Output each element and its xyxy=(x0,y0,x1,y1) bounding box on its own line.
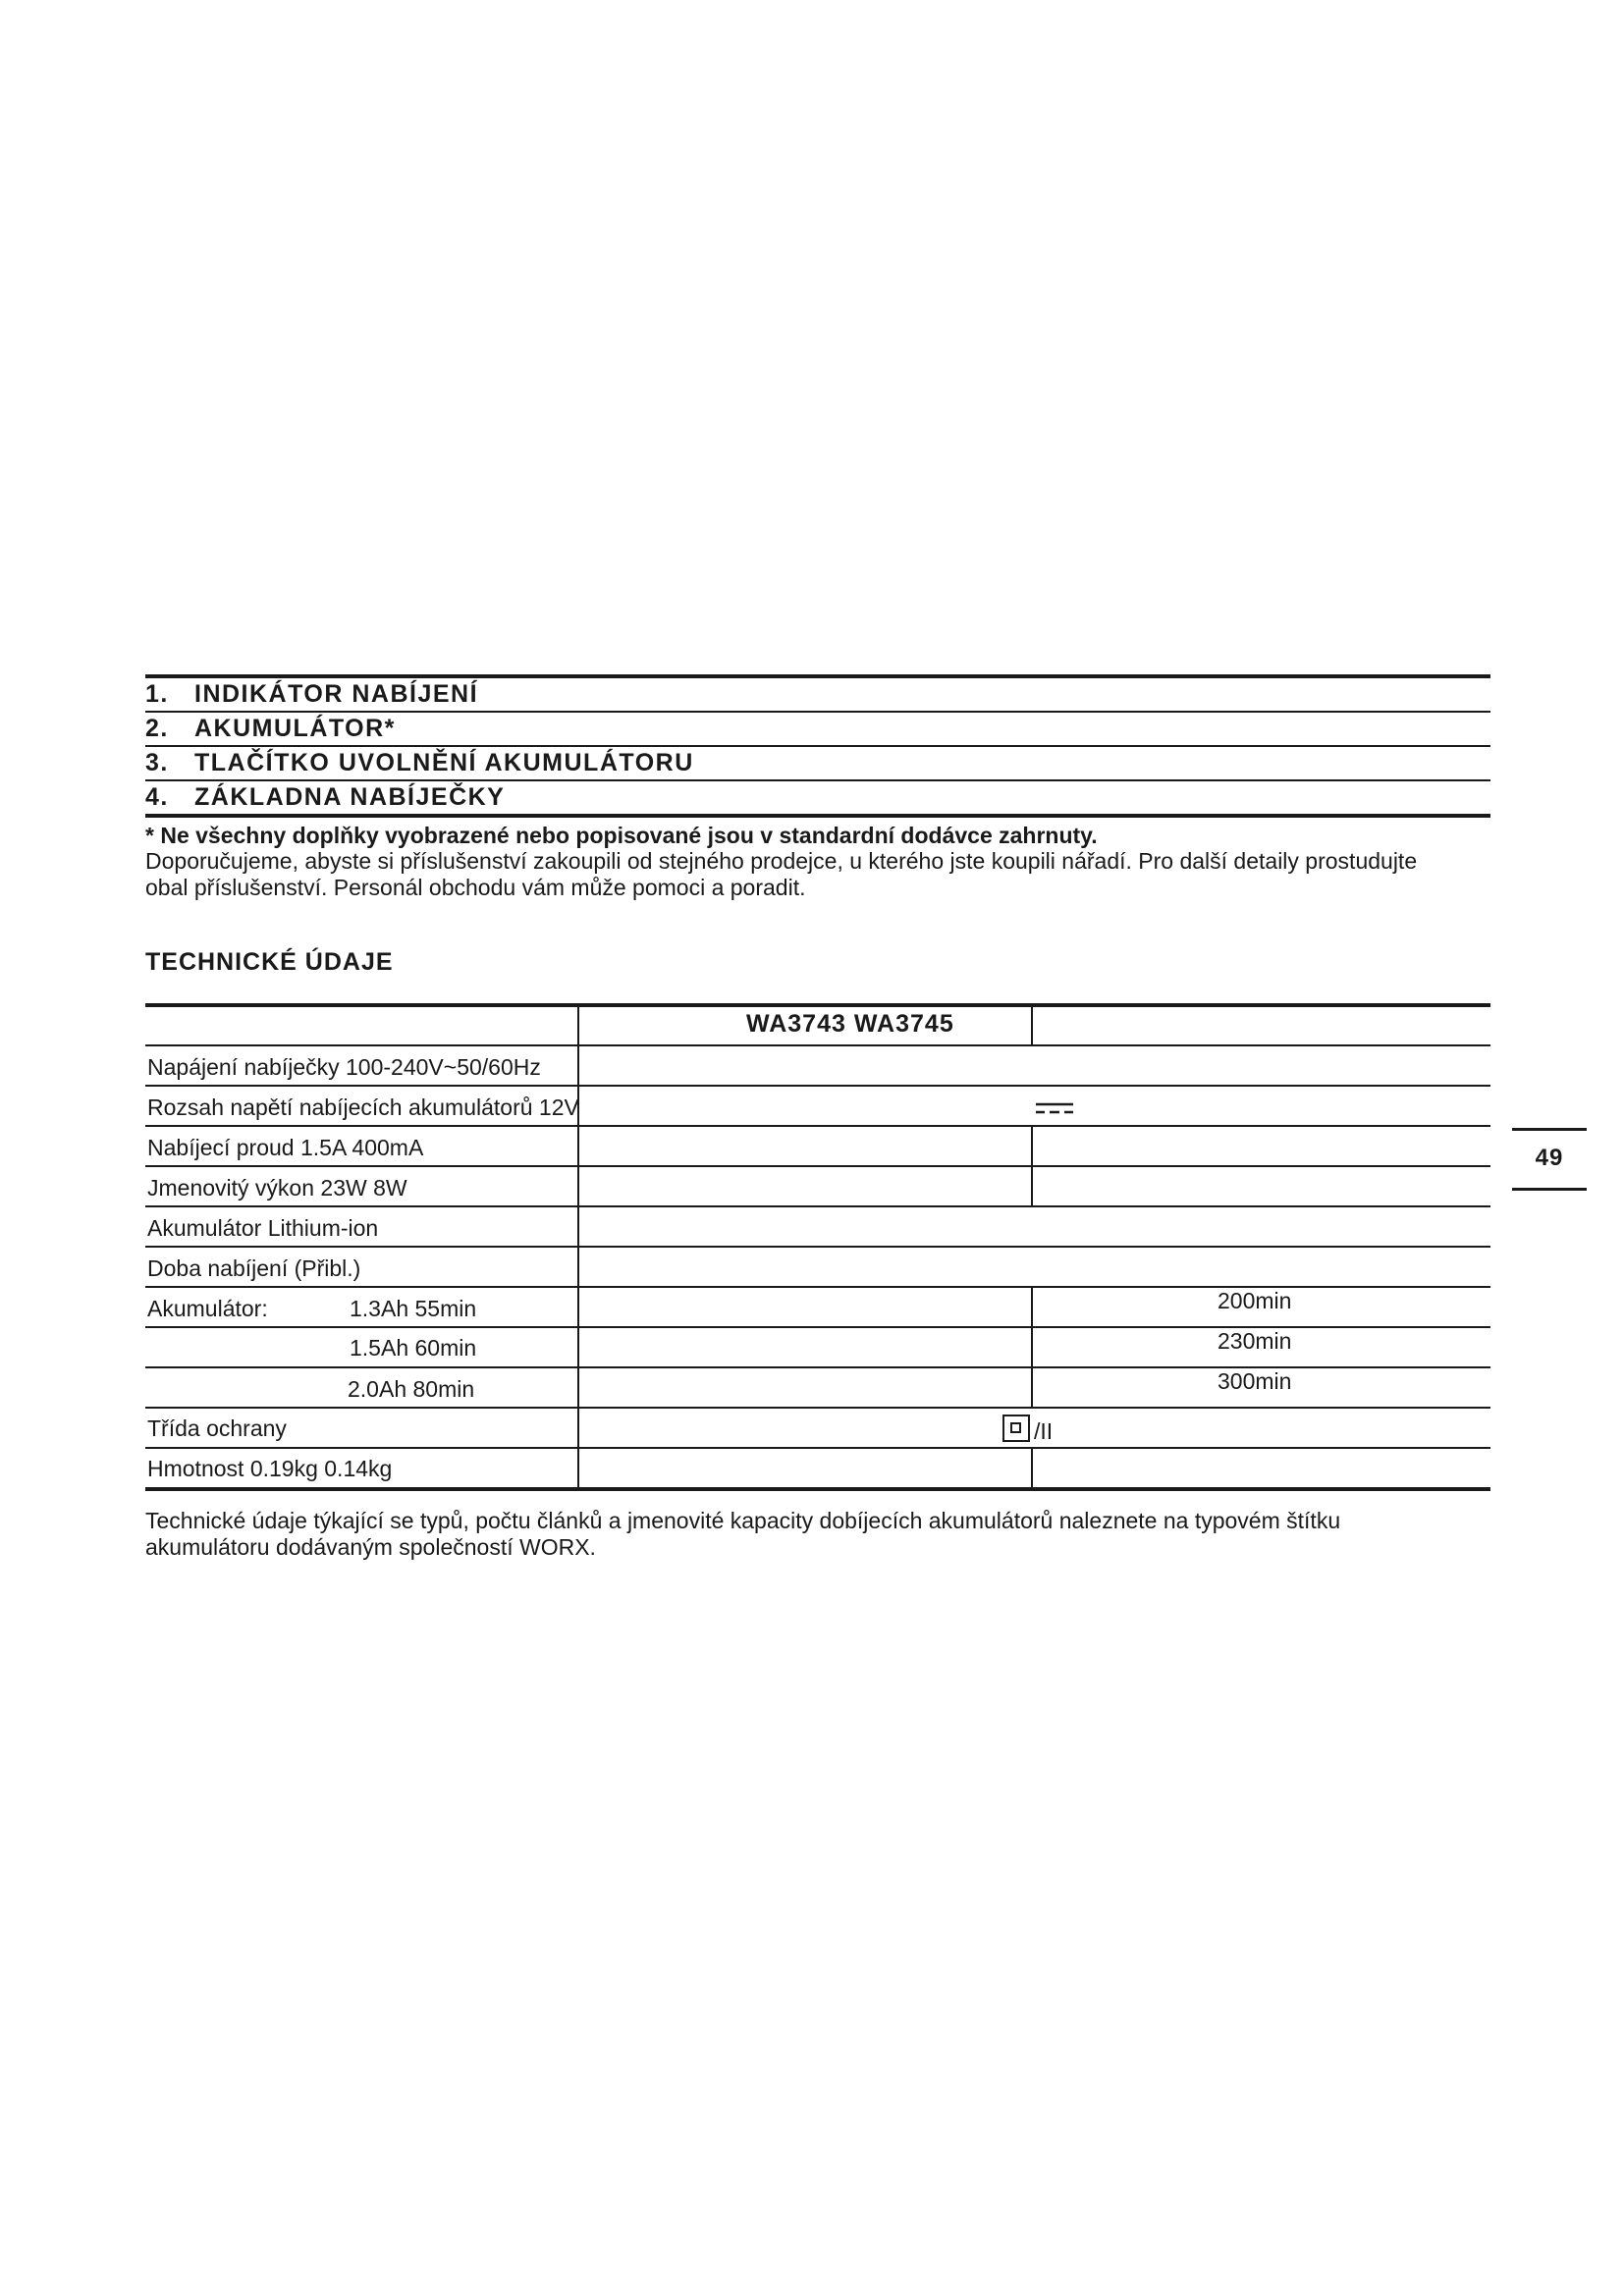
part-label: AKUMULÁTOR* xyxy=(194,715,396,742)
parts-list-item xyxy=(145,781,1490,818)
row-rozsah: Rozsah napětí nabíjecích akumulátorů 12V xyxy=(147,1095,579,1120)
accessories-note-text: Doporučujeme, abyste si příslušenství zakoupili od stejného prodejce, u kterého jste koupili nářadí. Pro další detaily prostudujte obal příslušenství. Personál obchodu vám může pomoci a poradit. xyxy=(145,848,1418,900)
row-time-2: 230min xyxy=(1218,1328,1292,1354)
row-proud: Nabíjecí proud 1.5A 400mA xyxy=(147,1135,424,1160)
parts-list-item xyxy=(145,674,1490,713)
row-napajeni: Napájení nabíječky 100-240V~50/60Hz xyxy=(147,1054,541,1080)
part-label: TLAČÍTKO UVOLNĚNÍ AKUMULÁTORU xyxy=(194,749,694,776)
parts-list xyxy=(145,674,1490,818)
table-rule xyxy=(145,1125,1490,1127)
row-vykon: Jmenovitý výkon 23W 8W xyxy=(147,1175,407,1201)
table-column-rule xyxy=(1031,1447,1033,1491)
row-capacity-2: 1.5Ah 60min xyxy=(350,1335,477,1361)
table-rule xyxy=(145,1447,1490,1449)
part-number: 3. xyxy=(145,749,169,776)
parts-list-item xyxy=(145,747,1490,781)
table-rule xyxy=(145,1085,1490,1087)
row-hmotnost: Hmotnost 0.19kg 0.14kg xyxy=(147,1456,393,1481)
table-rule xyxy=(145,1246,1490,1248)
accessories-note-bold: * Ne všechny doplňky vyobrazené nebo popisované jsou v standardní dodávce zahrnuty. xyxy=(145,823,1098,848)
page-number: 49 xyxy=(1535,1145,1564,1171)
footer-note: Technické údaje týkající se typů, počtu článků a jmenovité kapacity dobíjecích akumulátorů naleznete na typovém štítku akumulátoru dodávaným společností WORX. xyxy=(145,1508,1341,1560)
row-akumulator-typ: Akumulátor Lithium-ion xyxy=(147,1215,379,1241)
dc-current-icon xyxy=(1036,1101,1073,1115)
table-header-models: WA3743 WA3745 xyxy=(746,1010,954,1038)
row-doba: Doba nabíjení (Přibl.) xyxy=(147,1255,361,1281)
row-time-1: 200min xyxy=(1218,1288,1292,1313)
row-trida: Třída ochrany xyxy=(147,1415,287,1441)
row-capacity-1: 1.3Ah 55min xyxy=(350,1296,477,1321)
part-label: ZÁKLADNA NABÍJEČKY xyxy=(194,783,506,811)
part-label: INDIKÁTOR NABÍJENÍ xyxy=(194,680,479,708)
part-number: 1. xyxy=(145,680,169,708)
table-rule xyxy=(145,1165,1490,1167)
spec-table xyxy=(145,1003,1490,1497)
row-akumulator-label: Akumulátor: xyxy=(147,1296,268,1321)
table-rule xyxy=(145,1044,1490,1046)
table-rule xyxy=(145,1205,1490,1207)
table-rule xyxy=(145,1003,1490,1007)
table-rule xyxy=(145,1487,1490,1491)
parts-list-item xyxy=(145,713,1490,747)
table-column-rule xyxy=(1031,1003,1033,1044)
row-capacity-3: 2.0Ah 80min xyxy=(348,1376,475,1402)
part-number: 4. xyxy=(145,783,169,811)
row-trida-suffix: /II xyxy=(1034,1418,1054,1444)
class-ii-insulation-icon xyxy=(1002,1415,1030,1442)
part-number: 2. xyxy=(145,715,169,742)
table-column-rule xyxy=(577,1003,579,1491)
table-rule xyxy=(145,1407,1490,1409)
table-column-rule xyxy=(1031,1286,1033,1407)
row-time-3: 300min xyxy=(1218,1368,1292,1394)
table-column-rule xyxy=(1031,1125,1033,1205)
section-title: TECHNICKÉ ÚDAJE xyxy=(145,948,394,976)
